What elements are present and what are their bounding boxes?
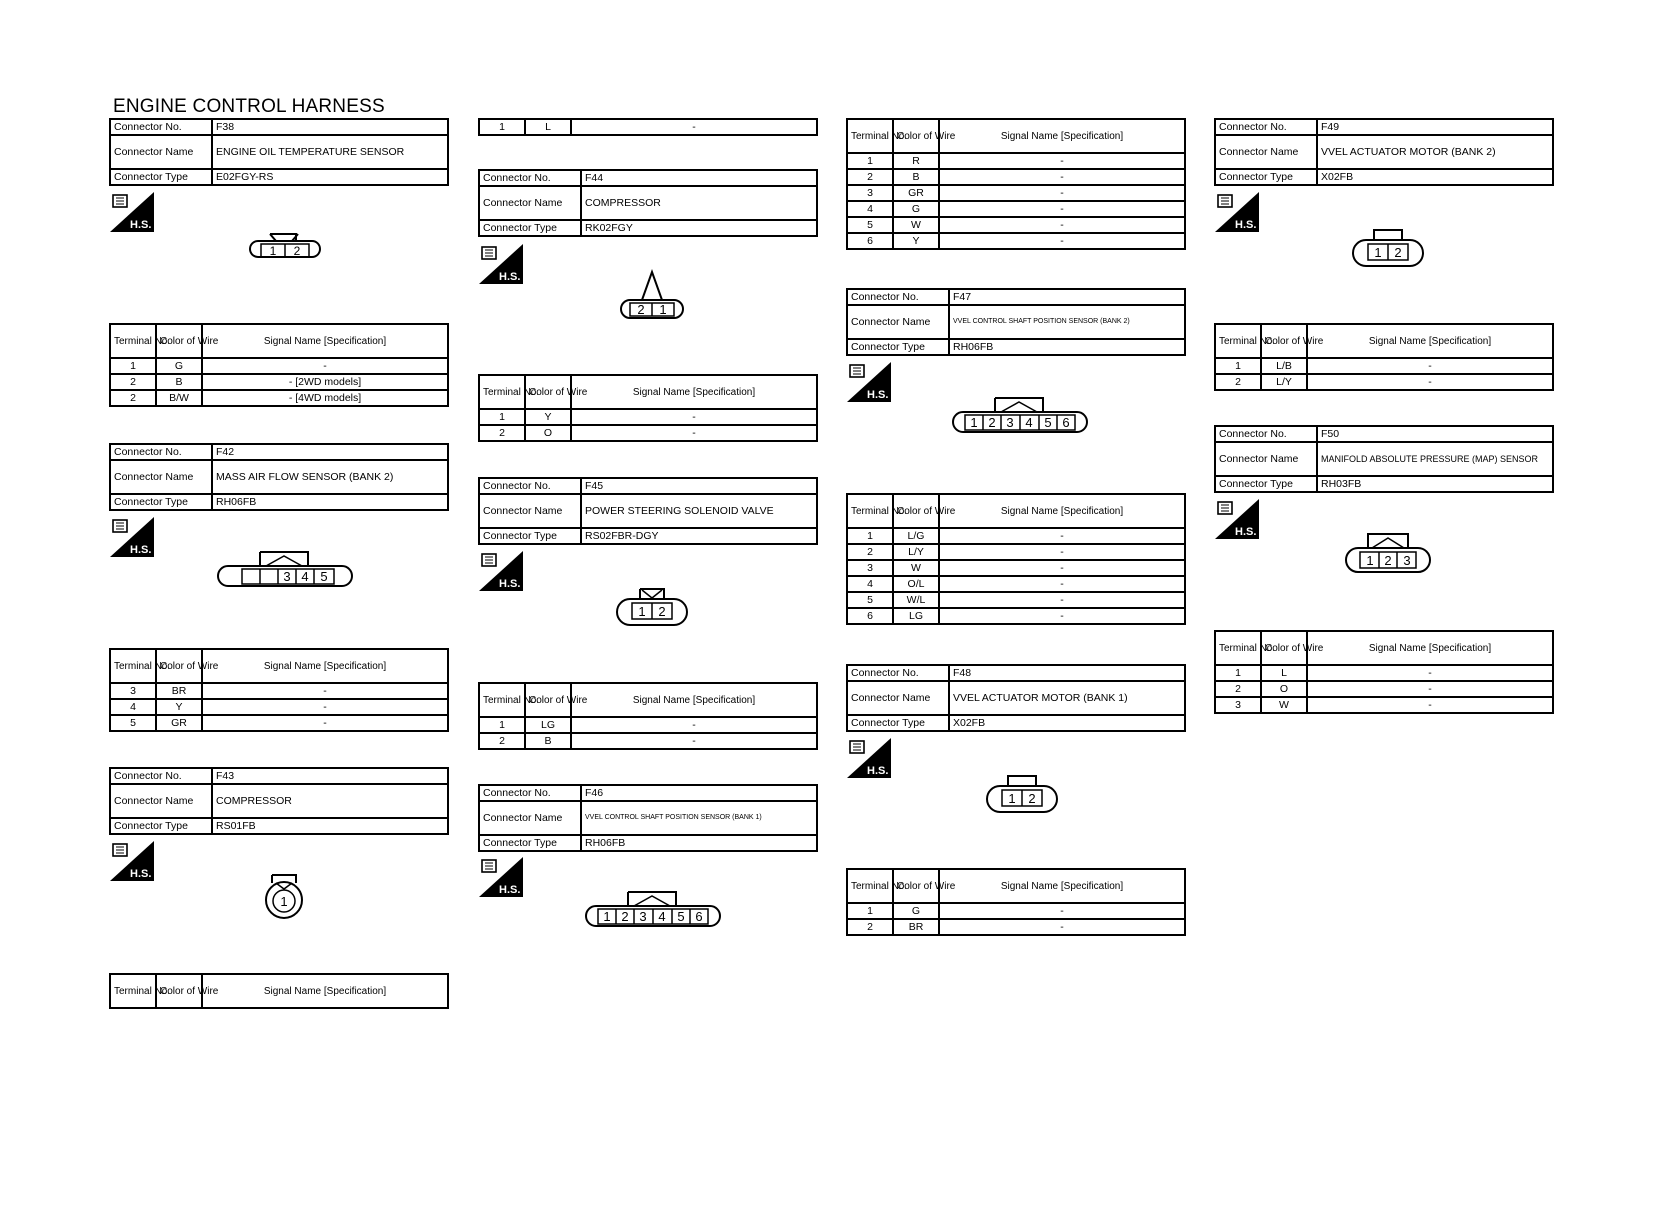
connector-name-label: Connector Name bbox=[479, 801, 581, 835]
connector-f42-face-diagram bbox=[214, 550, 356, 598]
connector-no-value: F43 bbox=[212, 768, 448, 784]
connector-type-label: Connector Type bbox=[479, 835, 581, 851]
signal-cell: - bbox=[571, 409, 817, 425]
color-of-wire-header: Color of Wire bbox=[1261, 324, 1307, 358]
pin-label: 3 bbox=[639, 909, 647, 924]
harness-side-icon bbox=[110, 841, 154, 881]
color-cell: O bbox=[525, 425, 571, 441]
connector-no-value: F42 bbox=[212, 444, 448, 460]
terminal-cell: 4 bbox=[847, 576, 893, 592]
terminal-cell: 1 bbox=[479, 717, 525, 733]
table-row bbox=[110, 358, 448, 374]
terminal-table-f44 bbox=[478, 374, 818, 442]
connector-no-label: Connector No. bbox=[110, 444, 212, 460]
connector-name-label: Connector Name bbox=[1215, 135, 1317, 169]
signal-cell: - bbox=[939, 576, 1185, 592]
terminal-cell: 1 bbox=[847, 528, 893, 544]
table-row bbox=[847, 233, 1185, 249]
signal-cell: - bbox=[939, 153, 1185, 169]
terminal-cell: 4 bbox=[847, 201, 893, 217]
color-cell: BR bbox=[893, 919, 939, 935]
connector-no-value: F49 bbox=[1317, 119, 1553, 135]
harness-side-icon bbox=[110, 192, 154, 232]
signal-cell: - bbox=[571, 733, 817, 749]
connector-f44-face-diagram bbox=[620, 270, 684, 326]
connector-name-value: VVEL CONTROL SHAFT POSITION SENSOR (BANK 1) bbox=[581, 801, 817, 835]
pin-label: 5 bbox=[320, 569, 328, 584]
terminal-cell: 5 bbox=[110, 715, 156, 731]
terminal-cell: 1 bbox=[847, 903, 893, 919]
harness-side-icon bbox=[847, 738, 891, 778]
signal-cell: - bbox=[202, 715, 448, 731]
signal-name-header: Signal Name [Specification] bbox=[202, 974, 448, 1008]
pin-label: 2 bbox=[621, 909, 629, 924]
connector-info-f44 bbox=[478, 169, 818, 237]
connector-name-value: VVEL ACTUATOR MOTOR (BANK 2) bbox=[1317, 135, 1553, 169]
pin-label: 2 bbox=[637, 302, 645, 317]
hs-label: H.S. bbox=[867, 765, 889, 777]
table-row bbox=[847, 217, 1185, 233]
connector-no-label: Connector No. bbox=[847, 289, 949, 305]
connector-no-label: Connector No. bbox=[479, 785, 581, 801]
color-of-wire-header: Color of Wire bbox=[1261, 631, 1307, 665]
terminal-cell: 2 bbox=[479, 733, 525, 749]
connector-no-value: F50 bbox=[1317, 426, 1553, 442]
color-cell: Y bbox=[156, 699, 202, 715]
signal-cell: - bbox=[1307, 358, 1553, 374]
signal-cell: - bbox=[939, 544, 1185, 560]
color-cell: L/Y bbox=[893, 544, 939, 560]
terminal-no-header: Terminal No. bbox=[110, 649, 156, 683]
connector-type-value: RS01FB bbox=[212, 818, 448, 834]
signal-name-header: Signal Name [Specification] bbox=[1307, 324, 1553, 358]
connector-type-value: RH06FB bbox=[212, 494, 448, 510]
connector-f49-face-diagram bbox=[1356, 228, 1420, 268]
harness-side-icon bbox=[479, 857, 523, 897]
color-cell: G bbox=[893, 903, 939, 919]
hs-label: H.S. bbox=[130, 868, 152, 880]
color-cell: W/L bbox=[893, 592, 939, 608]
table-row bbox=[847, 560, 1185, 576]
terminal-no-header: Terminal No. bbox=[1215, 631, 1261, 665]
signal-name-header: Signal Name [Specification] bbox=[1307, 631, 1553, 665]
connector-name-label: Connector Name bbox=[110, 460, 212, 494]
signal-cell: - bbox=[1307, 374, 1553, 390]
terminal-table-f49 bbox=[1214, 323, 1554, 391]
harness-side-icon bbox=[1215, 499, 1259, 539]
hs-label: H.S. bbox=[499, 578, 521, 590]
terminal-cell: 2 bbox=[1215, 681, 1261, 697]
table-row bbox=[1215, 358, 1553, 374]
connector-type-value: RH06FB bbox=[949, 339, 1185, 355]
signal-cell: - bbox=[1307, 665, 1553, 681]
connector-f48-face-diagram bbox=[990, 774, 1054, 814]
color-cell: L/B bbox=[1261, 358, 1307, 374]
color-cell: L bbox=[1261, 665, 1307, 681]
page-title: ENGINE CONTROL HARNESS bbox=[113, 96, 385, 117]
terminal-cell: 2 bbox=[847, 919, 893, 935]
table-row bbox=[847, 169, 1185, 185]
connector-name-value: COMPRESSOR bbox=[212, 784, 448, 818]
terminal-cell: 3 bbox=[847, 185, 893, 201]
color-cell: O/L bbox=[893, 576, 939, 592]
table-row bbox=[479, 717, 817, 733]
color-cell: L/Y bbox=[1261, 374, 1307, 390]
signal-cell: - bbox=[939, 560, 1185, 576]
pin-label: 1 bbox=[659, 302, 667, 317]
pin-label: 5 bbox=[677, 909, 685, 924]
terminal-no-header: Terminal No. bbox=[110, 324, 156, 358]
terminal-table-f50 bbox=[1214, 630, 1554, 714]
color-cell: W bbox=[1261, 697, 1307, 713]
color-cell: W bbox=[893, 217, 939, 233]
connector-no-value: F38 bbox=[212, 119, 448, 135]
pin-label: 6 bbox=[695, 909, 703, 924]
connector-no-label: Connector No. bbox=[479, 170, 581, 186]
color-cell: B bbox=[525, 733, 571, 749]
connector-no-label: Connector No. bbox=[1215, 426, 1317, 442]
signal-cell: - bbox=[939, 217, 1185, 233]
pin-label: 2 bbox=[1028, 791, 1036, 806]
table-row bbox=[479, 425, 817, 441]
terminal-table-f46 bbox=[846, 118, 1186, 250]
signal-name-header: Signal Name [Specification] bbox=[939, 869, 1185, 903]
pin-label: 1 bbox=[603, 909, 611, 924]
connector-type-label: Connector Type bbox=[479, 528, 581, 544]
table-row bbox=[110, 374, 448, 390]
connector-type-value: E02FGY-RS bbox=[212, 169, 448, 185]
connector-name-value: POWER STEERING SOLENOID VALVE bbox=[581, 494, 817, 528]
connector-no-value: F44 bbox=[581, 170, 817, 186]
signal-cell: - bbox=[202, 683, 448, 699]
signal-cell: - bbox=[1307, 681, 1553, 697]
color-cell: LG bbox=[525, 717, 571, 733]
hs-label: H.S. bbox=[1235, 526, 1257, 538]
connector-type-value: X02FB bbox=[1317, 169, 1553, 185]
terminal-cell: 2 bbox=[479, 425, 525, 441]
terminal-cell: 6 bbox=[847, 608, 893, 624]
color-of-wire-header: Color of Wire bbox=[525, 683, 571, 717]
connector-name-label: Connector Name bbox=[110, 135, 212, 169]
table-row bbox=[1215, 681, 1553, 697]
connector-type-label: Connector Type bbox=[110, 818, 212, 834]
pin-label: 1 bbox=[280, 894, 288, 909]
pin-label: 1 bbox=[1008, 791, 1016, 806]
connector-name-value: ENGINE OIL TEMPERATURE SENSOR bbox=[212, 135, 448, 169]
table-row bbox=[110, 390, 448, 406]
harness-side-icon bbox=[479, 244, 523, 284]
table-row bbox=[110, 715, 448, 731]
terminal-cell: 1 bbox=[479, 119, 525, 135]
signal-name-header: Signal Name [Specification] bbox=[939, 119, 1185, 153]
harness-side-icon bbox=[1215, 192, 1259, 232]
terminal-table-f38 bbox=[109, 323, 449, 407]
color-cell: LG bbox=[893, 608, 939, 624]
connector-info-f49 bbox=[1214, 118, 1554, 186]
connector-name-value: COMPRESSOR bbox=[581, 186, 817, 220]
color-of-wire-header: Color of Wire bbox=[893, 869, 939, 903]
connector-name-label: Connector Name bbox=[1215, 442, 1317, 476]
connector-type-value: X02FB bbox=[949, 715, 1185, 731]
pin-label: 4 bbox=[301, 569, 309, 584]
connector-no-label: Connector No. bbox=[479, 478, 581, 494]
pin-label: 2 bbox=[658, 604, 666, 619]
color-cell: G bbox=[156, 358, 202, 374]
table-row bbox=[479, 119, 817, 135]
connector-info-f46 bbox=[478, 784, 818, 852]
signal-cell: - [4WD models] bbox=[202, 390, 448, 406]
color-cell: Y bbox=[525, 409, 571, 425]
terminal-cell: 3 bbox=[1215, 697, 1261, 713]
color-of-wire-header: Color of Wire bbox=[893, 494, 939, 528]
signal-cell: - bbox=[202, 358, 448, 374]
connector-type-value: RH06FB bbox=[581, 835, 817, 851]
terminal-no-header: Terminal No. bbox=[1215, 324, 1261, 358]
terminal-cell: 2 bbox=[1215, 374, 1261, 390]
connector-no-label: Connector No. bbox=[847, 665, 949, 681]
signal-cell: - bbox=[202, 699, 448, 715]
connector-no-label: Connector No. bbox=[110, 119, 212, 135]
connector-no-value: F48 bbox=[949, 665, 1185, 681]
table-row bbox=[479, 409, 817, 425]
pin-label: 2 bbox=[1384, 553, 1392, 568]
terminal-cell: 1 bbox=[1215, 665, 1261, 681]
color-of-wire-header: Color of Wire bbox=[525, 375, 571, 409]
color-cell: B bbox=[893, 169, 939, 185]
hs-label: H.S. bbox=[130, 219, 152, 231]
table-row bbox=[847, 919, 1185, 935]
pin-label: 5 bbox=[1044, 415, 1052, 430]
terminal-no-header: Terminal No. bbox=[847, 494, 893, 528]
terminal-no-header: Terminal No. bbox=[847, 869, 893, 903]
connector-no-label: Connector No. bbox=[1215, 119, 1317, 135]
table-row bbox=[847, 608, 1185, 624]
harness-side-icon bbox=[847, 362, 891, 402]
pin-label: 3 bbox=[283, 569, 291, 584]
terminal-cell: 5 bbox=[847, 592, 893, 608]
signal-cell: - bbox=[1307, 697, 1553, 713]
table-row bbox=[1215, 374, 1553, 390]
table-row bbox=[847, 576, 1185, 592]
table-row bbox=[1215, 665, 1553, 681]
pin-label: 1 bbox=[1366, 553, 1374, 568]
color-cell: GR bbox=[156, 715, 202, 731]
signal-cell: - bbox=[571, 425, 817, 441]
pin-label: 1 bbox=[970, 415, 978, 430]
connector-type-label: Connector Type bbox=[110, 494, 212, 510]
color-cell: O bbox=[1261, 681, 1307, 697]
connector-no-value: F45 bbox=[581, 478, 817, 494]
pin-label: 4 bbox=[1025, 415, 1033, 430]
signal-cell: - bbox=[939, 201, 1185, 217]
harness-side-icon bbox=[479, 551, 523, 591]
color-cell: GR bbox=[893, 185, 939, 201]
pin-label: 1 bbox=[269, 244, 277, 258]
connector-type-label: Connector Type bbox=[1215, 476, 1317, 492]
connector-name-value: MASS AIR FLOW SENSOR (BANK 2) bbox=[212, 460, 448, 494]
color-cell: BR bbox=[156, 683, 202, 699]
hs-label: H.S. bbox=[1235, 219, 1257, 231]
terminal-cell: 3 bbox=[110, 683, 156, 699]
connector-type-label: Connector Type bbox=[479, 220, 581, 236]
terminal-table-f43-header bbox=[109, 973, 449, 1009]
signal-cell: - bbox=[939, 185, 1185, 201]
connector-info-f45 bbox=[478, 477, 818, 545]
table-row bbox=[479, 733, 817, 749]
color-cell: Y bbox=[893, 233, 939, 249]
terminal-cell: 3 bbox=[847, 560, 893, 576]
terminal-no-header: Terminal No. bbox=[110, 974, 156, 1008]
table-row bbox=[847, 185, 1185, 201]
color-cell: W bbox=[893, 560, 939, 576]
terminal-cell: 6 bbox=[847, 233, 893, 249]
pin-label: 2 bbox=[1394, 245, 1402, 260]
pin-label: 4 bbox=[658, 909, 666, 924]
terminal-cell: 1 bbox=[479, 409, 525, 425]
connector-f43-face-diagram bbox=[262, 873, 306, 921]
terminal-table-f48 bbox=[846, 868, 1186, 936]
connector-info-f48 bbox=[846, 664, 1186, 732]
terminal-cell: 2 bbox=[847, 544, 893, 560]
connector-type-label: Connector Type bbox=[847, 715, 949, 731]
connector-info-f50 bbox=[1214, 425, 1554, 493]
connector-f45-face-diagram bbox=[620, 587, 684, 627]
connector-f50-face-diagram bbox=[1346, 532, 1430, 580]
color-cell: B bbox=[156, 374, 202, 390]
harness-side-icon bbox=[110, 517, 154, 557]
connector-info-f42 bbox=[109, 443, 449, 511]
terminal-cell: 1 bbox=[1215, 358, 1261, 374]
hs-label: H.S. bbox=[499, 884, 521, 896]
signal-cell: - bbox=[939, 528, 1185, 544]
connector-type-label: Connector Type bbox=[1215, 169, 1317, 185]
terminal-no-header: Terminal No. bbox=[479, 683, 525, 717]
color-of-wire-header: Color of Wire bbox=[156, 324, 202, 358]
terminal-table-f45 bbox=[478, 682, 818, 750]
connector-type-value: RH03FB bbox=[1317, 476, 1553, 492]
connector-type-label: Connector Type bbox=[110, 169, 212, 185]
table-row bbox=[847, 903, 1185, 919]
connector-f47-face-diagram bbox=[949, 396, 1091, 444]
connector-no-value: F47 bbox=[949, 289, 1185, 305]
terminal-table-f47 bbox=[846, 493, 1186, 625]
pin-label: 3 bbox=[1403, 553, 1411, 568]
connector-name-label: Connector Name bbox=[847, 681, 949, 715]
pin-label: 3 bbox=[1006, 415, 1014, 430]
connector-name-label: Connector Name bbox=[479, 494, 581, 528]
connector-type-value: RS02FBR-DGY bbox=[581, 528, 817, 544]
pin-label: 2 bbox=[293, 244, 301, 258]
hs-label: H.S. bbox=[130, 544, 152, 556]
color-of-wire-header: Color of Wire bbox=[156, 649, 202, 683]
terminal-cell: 5 bbox=[847, 217, 893, 233]
color-cell: L bbox=[525, 119, 571, 135]
connector-f38-face-diagram bbox=[252, 232, 318, 268]
table-row bbox=[110, 683, 448, 699]
connector-no-value: F46 bbox=[581, 785, 817, 801]
signal-cell: - bbox=[939, 903, 1185, 919]
table-row bbox=[847, 544, 1185, 560]
color-of-wire-header: Color of Wire bbox=[893, 119, 939, 153]
hs-label: H.S. bbox=[867, 389, 889, 401]
connector-type-value: RK02FGY bbox=[581, 220, 817, 236]
signal-cell: - bbox=[571, 119, 817, 135]
terminal-cell: 2 bbox=[110, 374, 156, 390]
color-cell: B/W bbox=[156, 390, 202, 406]
terminal-cell: 4 bbox=[110, 699, 156, 715]
connector-name-value: VVEL ACTUATOR MOTOR (BANK 1) bbox=[949, 681, 1185, 715]
signal-cell: - bbox=[939, 608, 1185, 624]
connector-info-f43 bbox=[109, 767, 449, 835]
pin-label: 6 bbox=[1062, 415, 1070, 430]
signal-name-header: Signal Name [Specification] bbox=[202, 324, 448, 358]
connector-name-value: MANIFOLD ABSOLUTE PRESSURE (MAP) SENSOR bbox=[1317, 442, 1553, 476]
signal-cell: - bbox=[939, 233, 1185, 249]
color-cell: R bbox=[893, 153, 939, 169]
terminal-no-header: Terminal No. bbox=[479, 375, 525, 409]
terminal-no-header: Terminal No. bbox=[847, 119, 893, 153]
table-row bbox=[847, 201, 1185, 217]
table-row bbox=[1215, 697, 1553, 713]
connector-name-label: Connector Name bbox=[847, 305, 949, 339]
terminal-cell: 2 bbox=[110, 390, 156, 406]
table-row bbox=[847, 528, 1185, 544]
connector-no-label: Connector No. bbox=[110, 768, 212, 784]
pin-label: 1 bbox=[1374, 245, 1382, 260]
connector-name-label: Connector Name bbox=[110, 784, 212, 818]
signal-name-header: Signal Name [Specification] bbox=[939, 494, 1185, 528]
connector-info-f38 bbox=[109, 118, 449, 186]
signal-cell: - [2WD models] bbox=[202, 374, 448, 390]
connector-name-label: Connector Name bbox=[479, 186, 581, 220]
signal-cell: - bbox=[571, 717, 817, 733]
terminal-cell: 1 bbox=[847, 153, 893, 169]
signal-cell: - bbox=[939, 592, 1185, 608]
color-cell: L/G bbox=[893, 528, 939, 544]
signal-cell: - bbox=[939, 919, 1185, 935]
signal-cell: - bbox=[939, 169, 1185, 185]
table-row bbox=[110, 699, 448, 715]
pin-label: 2 bbox=[988, 415, 996, 430]
signal-name-header: Signal Name [Specification] bbox=[571, 683, 817, 717]
terminal-table-f42 bbox=[109, 648, 449, 732]
terminal-table-f43-continued bbox=[478, 118, 818, 136]
connector-name-value: VVEL CONTROL SHAFT POSITION SENSOR (BANK 2) bbox=[949, 305, 1185, 339]
table-row bbox=[847, 153, 1185, 169]
terminal-cell: 2 bbox=[847, 169, 893, 185]
table-row bbox=[847, 592, 1185, 608]
signal-name-header: Signal Name [Specification] bbox=[202, 649, 448, 683]
signal-name-header: Signal Name [Specification] bbox=[571, 375, 817, 409]
pin-label: 1 bbox=[638, 604, 646, 619]
color-of-wire-header: Color of Wire bbox=[156, 974, 202, 1008]
connector-type-label: Connector Type bbox=[847, 339, 949, 355]
connector-info-f47 bbox=[846, 288, 1186, 356]
hs-label: H.S. bbox=[499, 271, 521, 283]
connector-f46-face-diagram bbox=[582, 890, 724, 938]
terminal-cell: 1 bbox=[110, 358, 156, 374]
color-cell: G bbox=[893, 201, 939, 217]
